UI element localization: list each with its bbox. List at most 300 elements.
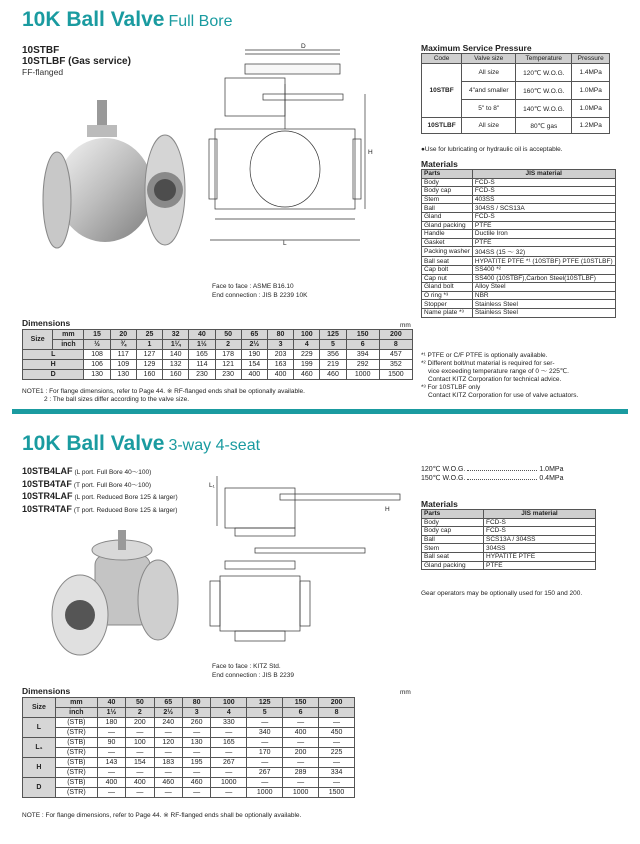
section1-note2: 2 : The ball sizes differ according to the valve size. [44,396,190,403]
dim1-cell: 190 [241,350,267,360]
pressure-temp: 120℃ W.O.G. [516,64,572,82]
dim2-cell: — [247,738,283,748]
dim2-cell: — [182,768,210,778]
pressure-code: 10STBF [422,64,462,118]
dim2-cell: — [319,758,355,768]
dim2-cell: 260 [182,718,210,728]
dim2-mm-cell: 40 [97,698,125,708]
dim2-cell: 200 [126,718,154,728]
dim2-cell: 1000 [211,778,247,788]
materials2-row [422,561,596,570]
dim2-row [23,728,355,738]
dimensions1-title: Dimensions [22,318,71,328]
materials1-row [422,212,616,221]
label-L1: L₁ [209,482,215,489]
materials1-material: Stainless Steel [472,300,615,309]
dim1-inch-cell: 5 [320,340,346,350]
dim2-mm-cell: 125 [247,698,283,708]
dim2-cell: 100 [126,738,154,748]
pressure-line [421,475,563,484]
dim1-cell: 129 [136,360,162,370]
pressure-size: 4"and smaller [462,82,516,100]
materials1-row [422,308,616,317]
dim1-cell: 457 [379,350,412,360]
dim2-cell: — [319,718,355,728]
materials1-row [422,283,616,292]
materials1-row [422,238,616,247]
dim2-code: (STB) [55,718,97,728]
section1-note1: NOTE1 : For flange dimensions, refer to Page 44. ※ RF-flanged ends shall be optionally available. [22,388,305,395]
dim2-inch-cell: 3 [182,708,210,718]
materials1-part: Handle [422,230,473,239]
materials2-material: 304SS [484,544,596,553]
dim2-cell: 240 [154,718,182,728]
dim1-cell: 140 [163,350,189,360]
dim1-mm-cell: 150 [346,330,379,340]
dim1-cell: 130 [110,370,136,380]
valve-photo-2 [40,525,190,660]
dim1-cell: 400 [267,370,293,380]
materials1-header: JIS material [472,170,615,179]
materials1-material: SS400 *² [472,265,615,274]
dim2-row [23,718,355,728]
dim2-cell: 165 [211,738,247,748]
materials1-part: Stem [422,195,473,204]
pressure-header: Temperature [516,54,572,64]
dim2-code: (STR) [55,788,97,798]
dim2-cell: 195 [182,758,210,768]
materials1-row [422,221,616,230]
dim1-mm-cell: 80 [267,330,293,340]
model-code: 10STB4LAF [22,466,73,476]
dim1-cell: 117 [110,350,136,360]
dim2-cell: — [182,788,210,798]
section-divider [12,409,628,414]
dim1-cell: 460 [294,370,320,380]
dim1-mm-cell: 15 [84,330,110,340]
dim1-inch-cell: ½ [84,340,110,350]
valve-drawing-2 [205,466,405,656]
materials2-part: Ball [422,535,484,544]
dim1-row [23,350,413,360]
dim2-code: (STR) [55,728,97,738]
dim2-cell: — [154,768,182,778]
dim2-inch-label: inch [55,708,97,718]
materials1-note: Contact KITZ Corporation for use of valve actuators. [428,392,579,399]
materials1-material: 304SS / SCS13A [472,204,615,213]
section2-subtitle: 3-way 4-seat [168,437,261,454]
dim2-cell: 130 [182,738,210,748]
model-desc: (L port. Reduced Bore 125 & larger) [74,494,178,501]
dim2-cell: — [97,788,125,798]
model-note: FF-flanged [22,67,64,77]
materials1-material: FCD-S [472,212,615,221]
dim1-cell: 460 [320,370,346,380]
pressure-line-label: 150℃ W.O.G. [421,474,466,482]
pressure-value: 1.2MPa [572,118,610,134]
dim2-cell: 330 [211,718,247,728]
materials1-part: Ball [422,204,473,213]
dim2-mm-cell: 100 [211,698,247,708]
model-code: 10STB4TAF [22,478,72,489]
dim2-code: (STB) [55,758,97,768]
materials2-material: PTFE [484,561,596,570]
dim2-code: (STR) [55,748,97,758]
pressure-header: Code [422,54,462,64]
dim2-header-row [23,708,355,718]
dim2-inch-cell: 5 [247,708,283,718]
dimensions2-title: Dimensions [22,686,71,696]
dim2-cell: — [247,718,283,728]
materials2-material: FCD-S [484,527,596,536]
dim2-cell: — [126,728,154,738]
dim1-mm-cell: 40 [189,330,215,340]
model-row [22,466,178,479]
dim2-cell: 450 [319,728,355,738]
dim1-row-label: L [23,350,84,360]
dim2-cell: — [319,738,355,748]
dim1-header-row [23,330,413,340]
materials1-material: 304SS (15 ～ 32) [472,247,615,257]
dim1-mm-cell: 20 [110,330,136,340]
dim2-mm-label: mm [55,698,97,708]
dim2-cell: — [126,768,154,778]
dim1-inch-cell: 1 [136,340,162,350]
dim2-cell: — [283,718,319,728]
dim2-inch-cell: 8 [319,708,355,718]
model-code-2: 10STLBF (Gas service) [22,56,131,67]
dim2-cell: 1500 [319,788,355,798]
dim1-mm-label: mm [53,330,84,340]
dim2-cell: — [211,748,247,758]
materials1-row [422,195,616,204]
materials1-header: Parts [422,170,473,179]
dim1-cell: 230 [189,370,215,380]
dim2-row [23,748,355,758]
dim2-inch-cell: 4 [211,708,247,718]
dim2-cell: — [247,778,283,788]
dim1-cell: 108 [84,350,110,360]
pressure-line [421,466,563,475]
materials1-part: Body [422,178,473,187]
dim1-cell: 356 [320,350,346,360]
dim1-inch-cell: 4 [294,340,320,350]
materials1-row [422,230,616,239]
materials2-note: Gear operators may be optionally used for 150 and 200. [421,590,583,597]
valve-drawing-1 [205,44,375,279]
dim2-cell: — [182,748,210,758]
materials1-notes [421,352,621,400]
section2-note: NOTE : For flange dimensions, refer to Page 44. ※ RF-flanged ends shall be optionally available. [22,812,302,819]
dim2-cell: 120 [154,738,182,748]
dim2-cell: 400 [283,728,319,738]
section2-pressure [421,466,563,483]
materials2-part: Gland packing [422,561,484,570]
dim2-code: (STR) [55,768,97,778]
dim1-cell: 400 [241,370,267,380]
dim2-cell: 460 [182,778,210,788]
dim2-cell: 400 [126,778,154,788]
dim1-cell: 130 [84,370,110,380]
dim2-cell: — [154,788,182,798]
dim1-cell: 352 [379,360,412,370]
materials1-title: Materials [421,159,458,169]
dim2-cell: — [154,728,182,738]
materials1-part: Cap nut [422,274,473,283]
section2-title: 10K Ball Valve [22,432,165,455]
materials1-part: Gland [422,212,473,221]
dim1-row [23,360,413,370]
dim1-inch-label: inch [53,340,84,350]
dim2-cell: 334 [319,768,355,778]
materials1-material: PTFE [472,238,615,247]
materials1-row [422,291,616,300]
label-H: H [368,149,373,156]
dimensions1-unit: mm [400,322,411,329]
dim1-mm-cell: 200 [379,330,412,340]
materials2-part: Body cap [422,527,484,536]
materials1-material: FCD-S [472,178,615,187]
dim2-row [23,788,355,798]
materials1-part: Ball seat [422,257,473,266]
dim1-cell: 163 [267,360,293,370]
valve-photo-1 [35,95,200,260]
dim2-cell: 170 [247,748,283,758]
materials1-material: Ductile Iron [472,230,615,239]
materials1-part: Gland packing [422,221,473,230]
materials1-part: Cap bolt [422,265,473,274]
materials1-material: FCD-S [472,187,615,196]
dim2-cell: 267 [247,768,283,778]
dim2-cell: 200 [283,748,319,758]
dim1-inch-cell: 3 [267,340,293,350]
dim2-cell: — [211,788,247,798]
dim2-row [23,758,355,768]
dim1-cell: 203 [267,350,293,360]
dim1-cell: 165 [189,350,215,360]
materials1-material: Alloy Steel [472,283,615,292]
dim1-size-header: Size [23,330,53,350]
dim1-mm-cell: 125 [320,330,346,340]
dim2-cell: 225 [319,748,355,758]
dim1-row-label: D [23,370,84,380]
dim1-cell: 1000 [346,370,379,380]
dim1-cell: 394 [346,350,379,360]
model-row [22,504,178,517]
materials1-part: Body cap [422,187,473,196]
materials1-material: PTFE [472,221,615,230]
pressure-temp: 80℃ gas [516,118,572,134]
section1-end-connection: End connection : JIS B 2239 10K [212,292,308,299]
dim1-header-row [23,340,413,350]
dim2-cell: — [283,758,319,768]
materials1-row [422,265,616,274]
dim1-row [23,370,413,380]
pressure-size: 5" to 8" [462,100,516,118]
dim2-group-label: H [23,758,56,778]
section1-title: 10K Ball Valve [22,8,165,31]
materials2-row [422,518,596,527]
dim2-cell: 289 [283,768,319,778]
materials2-header: JIS material [484,510,596,519]
dim2-cell: 340 [247,728,283,738]
materials1-material: 403SS [472,195,615,204]
pressure-code: 10STLBF [422,118,462,134]
dimensions2-unit: mm [400,689,411,696]
dim2-mm-cell: 200 [319,698,355,708]
dim2-cell: — [211,728,247,738]
dim2-cell: 460 [154,778,182,788]
materials1-note: *³ For 10STLBF only [421,384,481,391]
pressure-line-label: 120℃ W.O.G. [421,466,466,473]
materials1-material: NBR [472,291,615,300]
dim2-mm-cell: 50 [126,698,154,708]
dim1-cell: 160 [136,370,162,380]
dim1-inch-cell: 1½ [189,340,215,350]
label-D: D [301,43,306,50]
materials1-part: Packing washer [422,247,473,257]
model-row [22,479,178,492]
dim2-cell: 267 [211,758,247,768]
model-code: 10STR4LAF [22,491,73,501]
materials2-row [422,552,596,561]
materials2-part: Ball seat [422,552,484,561]
materials2-material: SCS13A / 304SS [484,535,596,544]
model-desc: (L port. Full Bore 40～100) [74,469,152,476]
materials2-part: Stem [422,544,484,553]
section1-face-to-face: Face to face : ASME B16.10 [212,283,294,290]
section2-model-list [22,466,178,516]
dim1-cell: 229 [294,350,320,360]
materials1-material: HYPATITE PTFE *¹ (10STBF) PTFE (10STLBF) [472,257,615,266]
section2-title-block [22,432,260,456]
dim1-inch-cell: 8 [379,340,412,350]
materials1-note: vice exceeding temperature range of 0 ～ 225℃. [428,368,569,375]
materials2-part: Body [422,518,484,527]
dim1-cell: 1500 [379,370,412,380]
dim1-inch-cell: 2½ [241,340,267,350]
materials1-row [422,178,616,187]
dim2-inch-cell: 1½ [97,708,125,718]
dim1-inch-cell: 1¼ [163,340,189,350]
materials1-row [422,204,616,213]
model-code: 10STR4TAF [22,503,72,514]
dim1-inch-cell: ¾ [110,340,136,350]
dim1-mm-cell: 100 [294,330,320,340]
dim2-row [23,768,355,778]
dim1-cell: 106 [84,360,110,370]
dim1-cell: 199 [294,360,320,370]
dim2-cell: 183 [154,758,182,768]
dim1-cell: 154 [241,360,267,370]
dim1-inch-cell: 6 [346,340,379,350]
pressure-temp: 140℃ W.O.G. [516,100,572,118]
dim1-row-label: H [23,360,84,370]
pressure-size: All size [462,118,516,134]
section2-end-connection: End connection : JIS B 2239 [212,672,295,679]
dim1-cell: 127 [136,350,162,360]
dim2-cell: — [182,728,210,738]
pressure-value: 1.0MPa [572,82,610,100]
materials2-title: Materials [421,499,458,509]
dim2-size-header: Size [23,698,56,718]
section1-title-block [22,8,232,32]
dim2-code: (STB) [55,738,97,748]
pressure-value: 1.4MPa [572,64,610,82]
dim2-code: (STB) [55,778,97,788]
section1-model-block [22,45,131,77]
dim1-mm-cell: 32 [163,330,189,340]
dim2-group-label: D [23,778,56,798]
dim2-cell: — [126,748,154,758]
pressure-table [421,53,610,134]
section2-face-to-face: Face to face : KITZ Std. [212,663,281,670]
pressure-title: Maximum Service Pressure [421,43,532,53]
dim2-cell: — [283,778,319,788]
pressure-line-value: 1.0MPa [539,466,564,473]
materials1-note: *¹ PTFE or C/F PTFE is optionally available. [421,352,548,359]
materials2-material: FCD-S [484,518,596,527]
materials1-part: O ring *³ [422,291,473,300]
dim2-cell: — [211,768,247,778]
model-desc: (T port. Reduced Bore 125 & larger) [73,506,178,514]
dim2-header-row [23,698,355,708]
dim2-inch-cell: 6 [283,708,319,718]
materials1-row [422,247,616,257]
dimensions2-table [22,697,355,798]
dim2-cell: 154 [126,758,154,768]
section1-subtitle: Full Bore [168,13,233,30]
materials1-row [422,300,616,309]
pressure-size: All size [462,64,516,82]
materials2-row [422,544,596,553]
pressure-line-value: 0.4MPa [539,474,564,482]
dim1-mm-cell: 65 [241,330,267,340]
dim2-cell: 180 [97,718,125,728]
materials1-part: Name plate *³ [422,308,473,317]
dim1-cell: 160 [163,370,189,380]
dim2-cell: — [97,748,125,758]
pressure-temp: 160℃ W.O.G. [516,82,572,100]
dim2-group-label: L₁ [23,738,56,758]
dim2-cell: — [154,748,182,758]
materials1-material: Stainless Steel [472,308,615,317]
dim1-cell: 109 [110,360,136,370]
label-H2: H [385,506,390,513]
materials2-table [421,509,596,570]
materials2-row [422,527,596,536]
dim1-cell: 114 [189,360,215,370]
dim2-cell: — [283,738,319,748]
dim2-cell: 143 [97,758,125,768]
dim2-group-label: L [23,718,56,738]
dim2-cell: — [97,768,125,778]
dim2-cell: 400 [97,778,125,788]
dim2-cell: 1000 [283,788,319,798]
dim2-cell: — [247,758,283,768]
dim1-cell: 178 [215,350,241,360]
label-L: L [283,240,287,247]
dim1-cell: 292 [346,360,379,370]
materials1-part: Gasket [422,238,473,247]
pressure-header: Pressure [572,54,610,64]
dim2-mm-cell: 65 [154,698,182,708]
materials2-row [422,535,596,544]
dim1-inch-cell: 2 [215,340,241,350]
dim2-cell: — [126,788,154,798]
materials2-material: HYPATITE PTFE [484,552,596,561]
dim2-cell: 90 [97,738,125,748]
